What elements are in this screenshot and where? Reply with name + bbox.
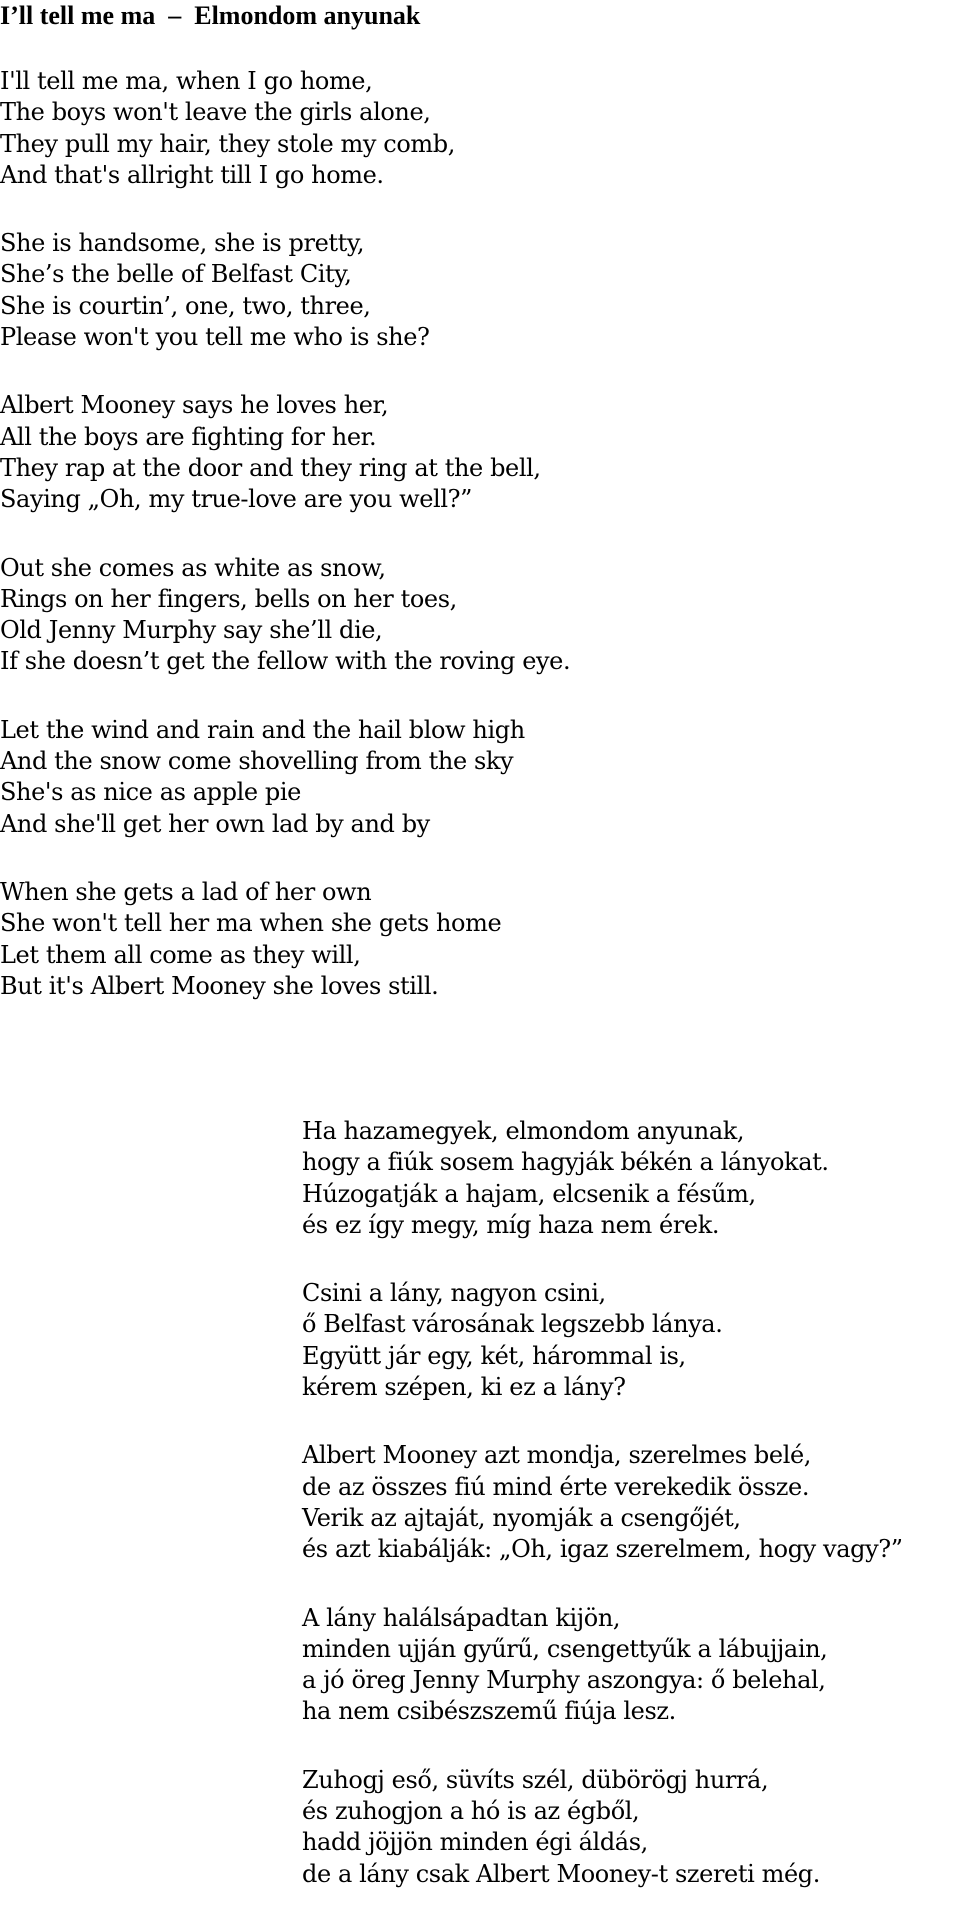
lyric-line: They rap at the door and they ring at the bell,: [0, 453, 541, 482]
lyric-line: Rings on her fingers, bells on her toes,: [0, 584, 457, 613]
stanza: [302, 1603, 903, 1728]
stanza: [302, 1116, 903, 1241]
hungarian-lyrics: [302, 1116, 903, 1927]
lyric-line: She is handsome, she is pretty,: [0, 229, 365, 258]
lyric-line: Együtt jár egy, két, hárommal is,: [302, 1341, 686, 1370]
lyric-line: She is courtin’, one, two, three,: [0, 291, 371, 320]
lyric-line: A lány halálsápadtan kijön,: [302, 1603, 621, 1632]
stanza: [302, 1765, 903, 1890]
lyric-line: Zuhogj eső, süvíts szél, dübörögj hurrá,: [302, 1765, 769, 1794]
lyric-line: Old Jenny Murphy say she’ll die,: [0, 616, 383, 645]
lyric-line: és zuhogjon a hó is az égből,: [302, 1797, 640, 1826]
lyric-line: The boys won't leave the girls alone,: [0, 98, 431, 127]
lyric-line: I'll tell me ma, when I go home,: [0, 67, 373, 95]
song-title: I’ll tell me ma – Elmondom anyunak: [0, 1, 421, 30]
lyric-line: ha nem csibészszemű fiúja lesz.: [302, 1697, 676, 1726]
lyric-line: And that's allright till I go home.: [0, 160, 384, 189]
lyric-line: és ez így megy, míg haza nem érek.: [302, 1210, 720, 1239]
stanza: [0, 877, 570, 1002]
lyric-line: kérem szépen, ki ez a lány?: [302, 1373, 626, 1402]
lyric-line: minden ujján gyűrű, csengettyűk a lábujjain,: [302, 1634, 828, 1663]
lyric-line: She's as nice as apple pie: [0, 778, 301, 807]
english-lyrics: [0, 66, 570, 1039]
lyric-line: If she doesn’t get the fellow with the roving eye.: [0, 647, 571, 676]
lyric-line: And she'll get her own lad by and by: [0, 809, 430, 838]
stanza: [302, 1440, 903, 1565]
stanza: [0, 390, 570, 515]
lyric-line: All the boys are fighting for her.: [0, 422, 377, 451]
lyric-line: Out she comes as white as snow,: [0, 553, 386, 582]
stanza: [0, 553, 570, 678]
lyric-line: Albert Mooney says he loves her,: [0, 391, 389, 420]
lyric-line: de a lány csak Albert Mooney-t szereti még.: [302, 1859, 820, 1888]
lyric-line: Please won't you tell me who is she?: [0, 323, 430, 352]
stanza: [302, 1278, 903, 1403]
lyric-line: ő Belfast városának legszebb lánya.: [302, 1310, 723, 1339]
stanza: [0, 715, 570, 840]
lyric-line: But it's Albert Mooney she loves still.: [0, 971, 439, 1000]
lyric-line: a jó öreg Jenny Murphy aszongya: ő belehal,: [302, 1666, 826, 1695]
lyric-line: de az összes fiú mind érte verekedik össze.: [302, 1472, 810, 1501]
lyric-line: Albert Mooney azt mondja, szerelmes belé,: [302, 1441, 811, 1470]
lyric-line: Saying „Oh, my true-love are you well?”: [0, 485, 472, 514]
lyric-line: hadd jöjjön minden égi áldás,: [302, 1828, 648, 1857]
lyric-line: When she gets a lad of her own: [0, 877, 372, 906]
lyric-line: Verik az ajtaját, nyomják a csengőjét,: [302, 1503, 741, 1532]
lyric-line: They pull my hair, they stole my comb,: [0, 129, 455, 158]
lyric-line: Let them all come as they will,: [0, 940, 361, 969]
lyric-line: Húzogatják a hajam, elcsenik a fésűm,: [302, 1179, 756, 1208]
lyric-line: és azt kiabálják: „Oh, igaz szerelmem, hogy vagy?”: [302, 1535, 903, 1564]
lyric-line: And the snow come shovelling from the sky: [0, 747, 514, 776]
lyric-line: Let the wind and rain and the hail blow high: [0, 715, 525, 744]
lyric-line: She’s the belle of Belfast City,: [0, 260, 352, 289]
stanza: [0, 66, 570, 191]
lyric-line: hogy a fiúk sosem hagyják békén a lányokat.: [302, 1148, 829, 1177]
lyric-line: Csini a lány, nagyon csini,: [302, 1279, 606, 1308]
lyric-line: Ha hazamegyek, elmondom anyunak,: [302, 1117, 745, 1145]
lyric-line: She won't tell her ma when she gets home: [0, 909, 502, 938]
stanza: [0, 228, 570, 353]
